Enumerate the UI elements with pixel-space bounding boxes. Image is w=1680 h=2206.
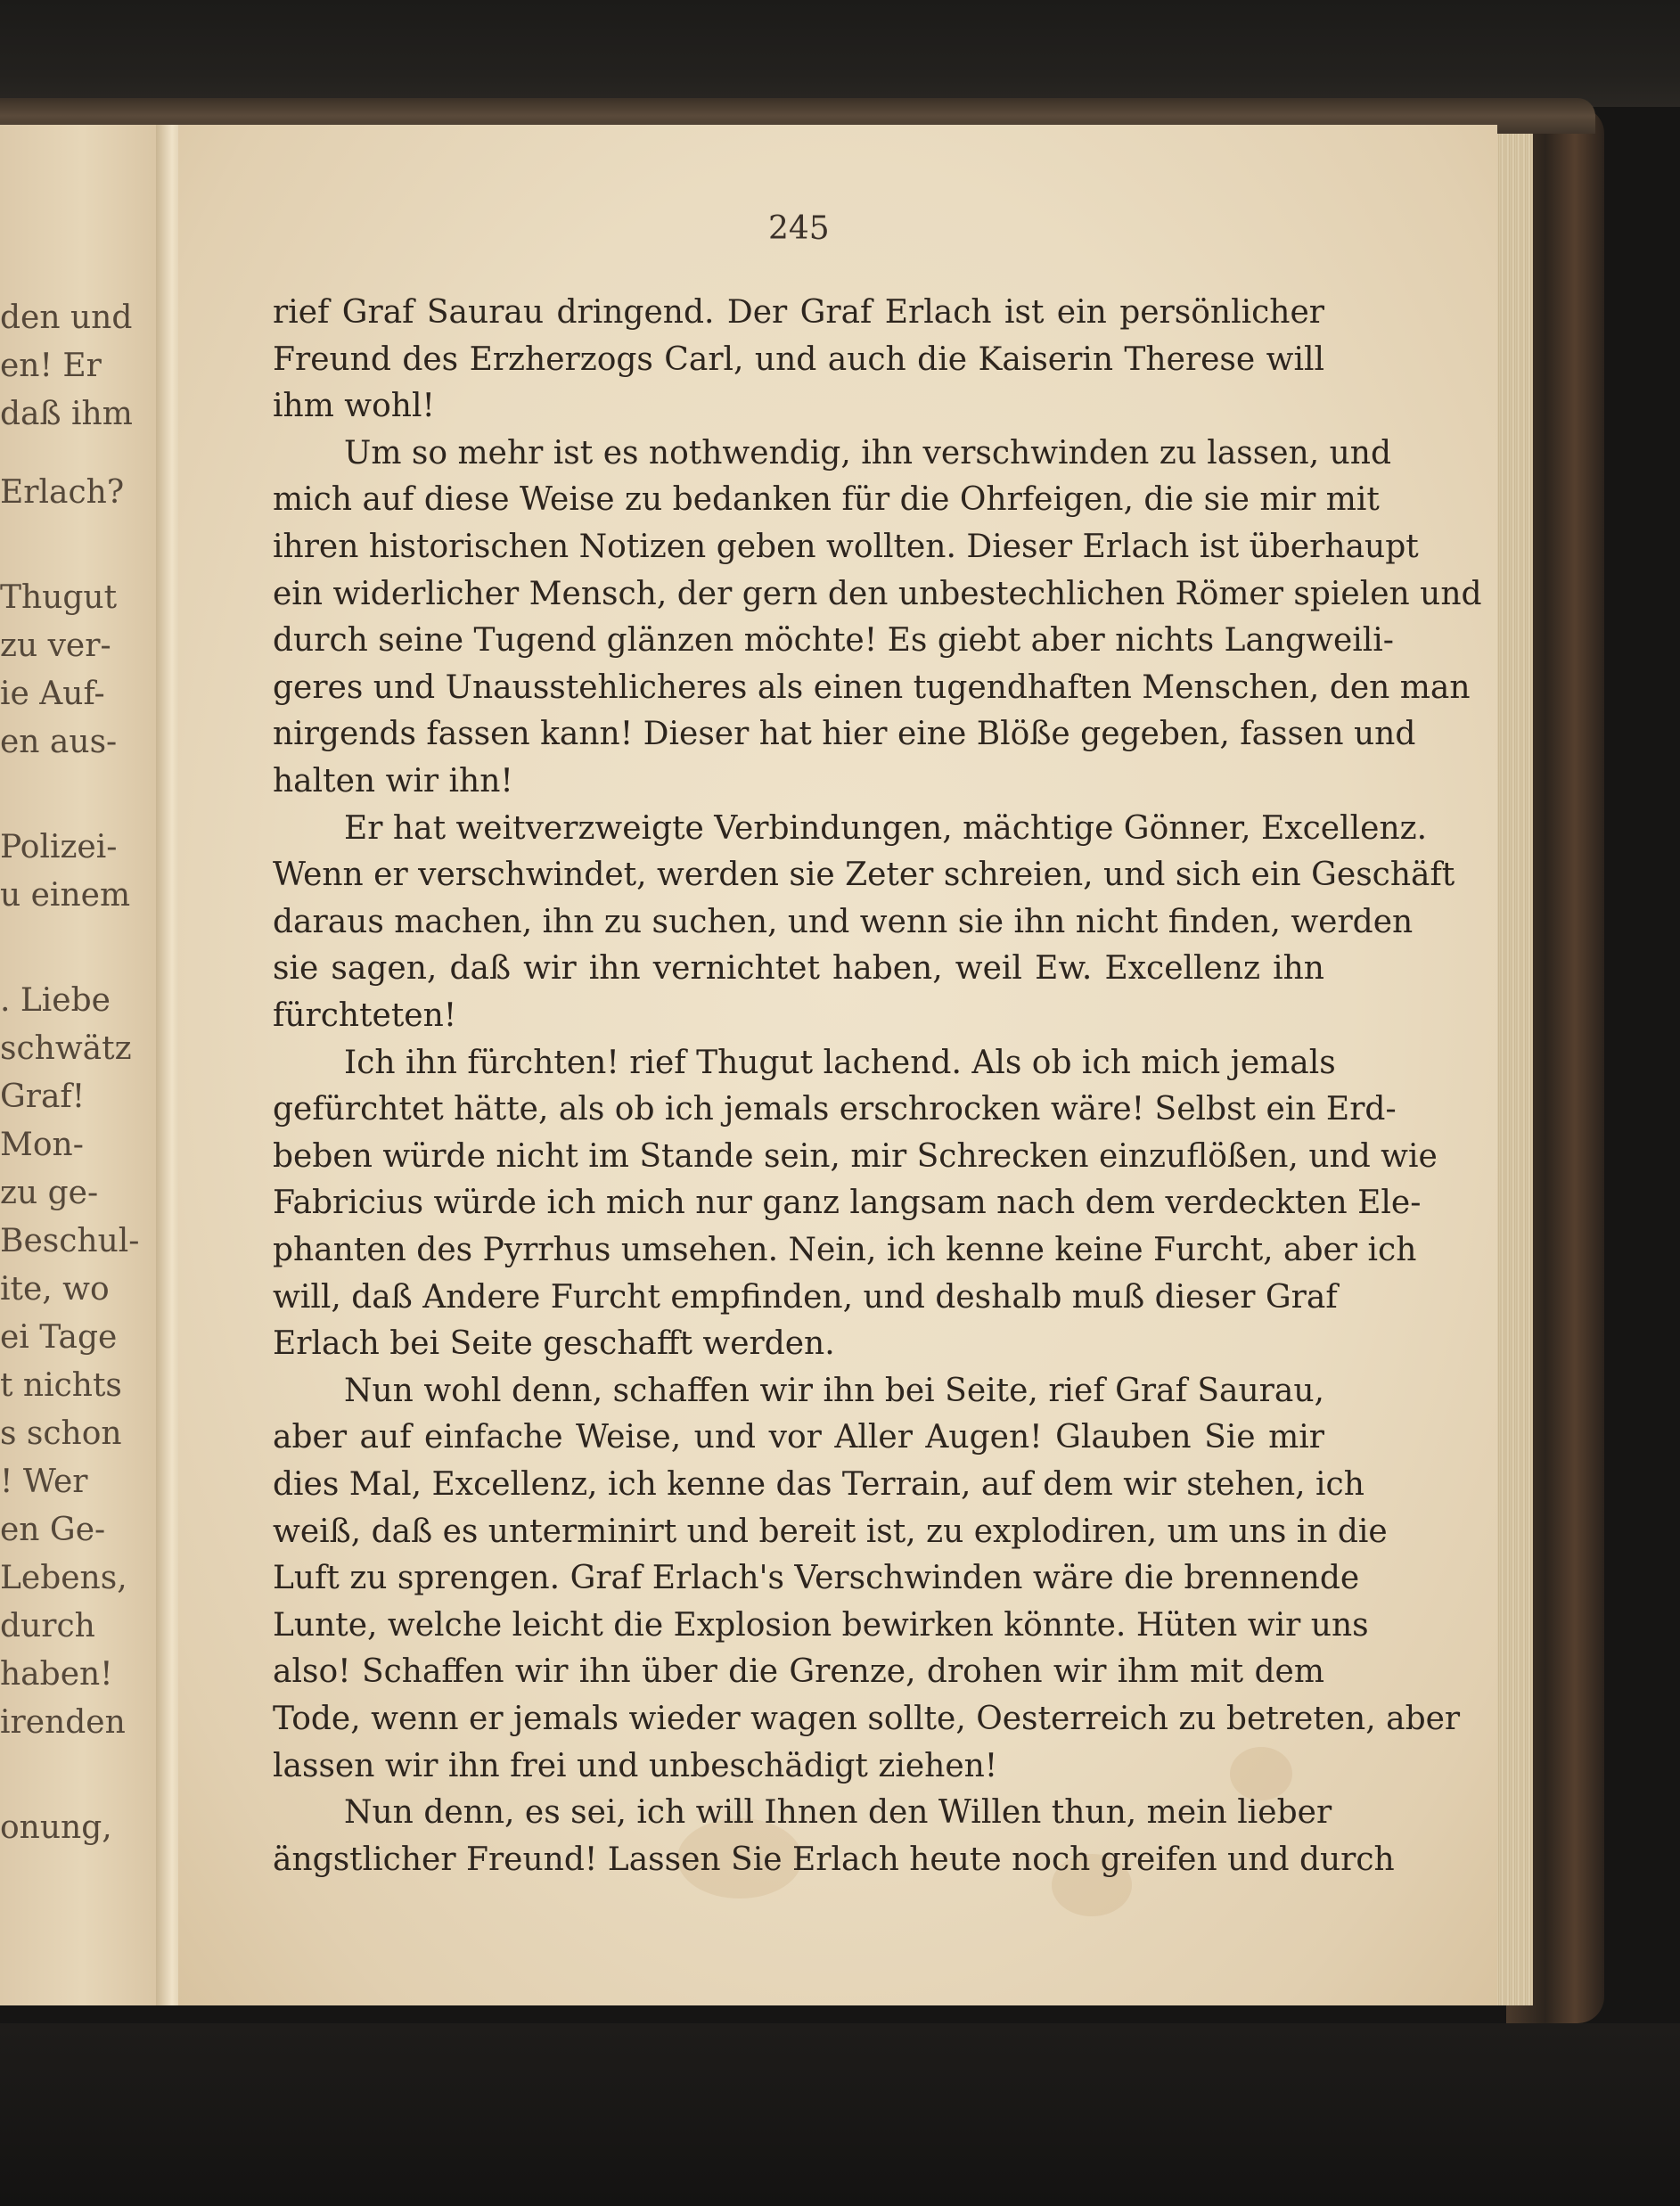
left-page-fragment: ite, wo <box>0 1271 110 1308</box>
left-page-fragment: den und <box>0 299 133 336</box>
left-page-fragment: u einem <box>0 877 131 914</box>
text-line: ihm wohl! <box>273 388 435 424</box>
text-line: ihren historischen Notizen geben wollten. Dieser Erlach ist überhaupt <box>273 529 1419 565</box>
left-page-fragment: Mon- <box>0 1127 84 1163</box>
text-line: daraus machen, ihn zu suchen, und wenn sie ihn nicht finden, werden <box>273 904 1414 940</box>
text-line: Wenn er verschwindet, werden sie Zeter schreien, und sich ein Geschäft <box>273 857 1455 893</box>
left-page-fragment: ! Wer <box>0 1464 88 1500</box>
dark-backdrop-bottom <box>0 2023 1680 2206</box>
text-line: Luft zu sprengen. Graf Erlach's Verschwinden wäre die brennende <box>273 1560 1360 1596</box>
left-page-fragment: ie Auf- <box>0 676 105 712</box>
left-page-fragment: zu ge- <box>0 1175 99 1211</box>
left-page-fragment: durch <box>0 1608 95 1644</box>
left-page-fragment: t nichts <box>0 1367 122 1404</box>
text-line: weiß, daß es unterminirt und bereit ist, zu explodiren, um uns in die <box>273 1513 1388 1550</box>
text-line: Fabricius würde ich mich nur ganz langsam nach dem verdeckten Ele- <box>273 1185 1422 1221</box>
text-line: Er hat weitverzweigte Verbindungen, mächtige Gönner, Excellenz. <box>344 810 1428 847</box>
text-line: ängstlicher Freund! Lassen Sie Erlach heute noch greifen und durch <box>273 1841 1395 1878</box>
text-line: Ich ihn fürchten! rief Thugut lachend. Als ob ich mich jemals <box>344 1045 1336 1081</box>
left-page-fragment: Erlach? <box>0 474 125 511</box>
left-page-fragment: en! Er <box>0 348 102 384</box>
text-line: Erlach bei Seite geschafft werden. <box>273 1325 835 1362</box>
left-page-fragment: Beschul- <box>0 1223 140 1259</box>
left-page-fragment: s schon <box>0 1415 122 1452</box>
left-page-fragment: daß ihm <box>0 396 133 432</box>
text-line: also! Schaffen wir ihn über die Grenze, drohen wir ihm mit dem <box>273 1653 1324 1690</box>
text-line: Lunte, welche leicht die Explosion bewirken könnte. Hüten wir uns <box>273 1607 1369 1644</box>
text-line: geres und Unausstehlicheres als einen tugendhaften Menschen, den man <box>273 669 1471 706</box>
left-page-fragment: Lebens, <box>0 1560 127 1596</box>
text-line: nirgends fassen kann! Dieser hat hier eine Blöße gegeben, fassen und <box>273 716 1416 752</box>
left-page-text-fragments <box>0 125 165 2005</box>
text-line: dies Mal, Excellenz, ich kenne das Terrain, auf dem wir stehen, ich <box>273 1466 1364 1503</box>
text-line: Tode, wenn er jemals wieder wagen sollte, Oesterreich zu betreten, aber <box>273 1701 1461 1737</box>
text-line: phanten des Pyrrhus umsehen. Nein, ich kenne keine Furcht, aber ich <box>273 1232 1417 1268</box>
left-page-fragment: en Ge- <box>0 1512 106 1548</box>
text-line: sie sagen, daß wir ihn vernichtet haben, weil Ew. Excellenz ihn <box>273 950 1324 987</box>
text-line: Nun wohl denn, schaffen wir ihn bei Seite, rief Graf Saurau, <box>344 1373 1324 1409</box>
text-line: halten wir ihn! <box>273 763 513 800</box>
left-page-fragment: zu ver- <box>0 627 111 664</box>
text-line: lassen wir ihn frei und unbeschädigt ziehen! <box>273 1748 998 1784</box>
left-page-fragment: schwätz <box>0 1030 132 1067</box>
text-line: mich auf diese Weise zu bedanken für die Ohrfeigen, die sie mir mit <box>273 481 1380 518</box>
text-line: durch seine Tugend glänzen möchte! Es giebt aber nichts Langweili- <box>273 622 1394 659</box>
text-line: will, daß Andere Furcht empfinden, und deshalb muß dieser Graf <box>273 1279 1338 1316</box>
left-page-fragment: irenden <box>0 1704 126 1741</box>
left-page-fragment: onung, <box>0 1809 112 1846</box>
text-line: rief Graf Saurau dringend. Der Graf Erlach ist ein persönlicher <box>273 294 1324 331</box>
text-line: Freund des Erzherzogs Carl, und auch die Kaiserin Therese will <box>273 341 1324 378</box>
left-page-fragment: Graf! <box>0 1078 86 1115</box>
text-line: ein widerlicher Mensch, der gern den unbestechlichen Römer spielen und <box>273 576 1482 612</box>
left-page-fragment: . Liebe <box>0 982 111 1019</box>
text-line: Nun denn, es sei, ich will Ihnen den Willen thun, mein lieber <box>344 1794 1332 1831</box>
dark-backdrop-top <box>0 0 1680 107</box>
page-number: 245 <box>768 210 830 247</box>
left-page-fragment: Polizei- <box>0 829 118 865</box>
text-line: Um so mehr ist es nothwendig, ihn verschwinden zu lassen, und <box>344 435 1392 472</box>
left-page-fragment: ei Tage <box>0 1319 118 1356</box>
text-line: gefürchtet hätte, als ob ich jemals erschrocken wäre! Selbst ein Erd- <box>273 1091 1397 1128</box>
text-line: aber auf einfache Weise, und vor Aller Augen! Glauben Sie mir <box>273 1419 1324 1456</box>
left-page-fragment: haben! <box>0 1656 113 1693</box>
text-line: beben würde nicht im Stande sein, mir Schrecken einzuflößen, und wie <box>273 1138 1438 1175</box>
text-line: fürchteten! <box>273 997 457 1034</box>
left-page-fragment: en aus- <box>0 724 118 760</box>
left-page-fragment: Thugut <box>0 579 118 616</box>
